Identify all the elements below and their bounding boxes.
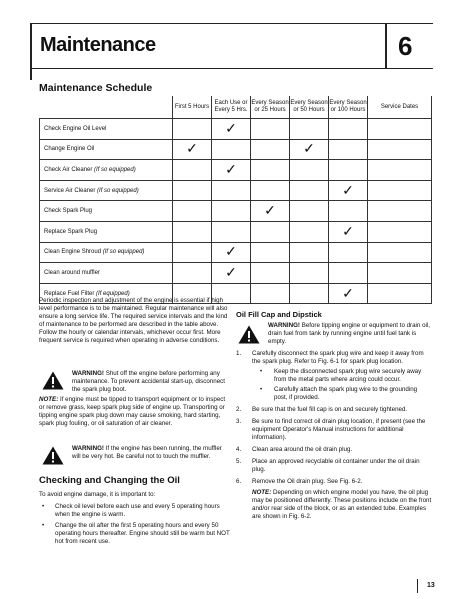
interval-cell — [251, 119, 290, 140]
bullet-dot: • — [260, 368, 263, 375]
interval-cell — [173, 180, 212, 201]
interval-cell — [290, 180, 329, 201]
warning-icon — [42, 371, 64, 390]
interval-cell — [329, 180, 368, 201]
interval-cell — [329, 160, 368, 181]
interval-cell — [290, 119, 329, 140]
interval-cell — [173, 201, 212, 222]
interval-cell — [329, 119, 368, 140]
interval-cell — [212, 263, 251, 284]
interval-cell — [173, 139, 212, 160]
task-cell — [40, 139, 173, 160]
checkmark-icon: ✓ — [225, 161, 237, 178]
interval-cell — [212, 180, 251, 201]
warning-icon — [42, 446, 64, 465]
interval-cell — [251, 160, 290, 181]
interval-cell — [290, 242, 329, 263]
table-row — [40, 263, 432, 284]
intro-paragraph: Periodic inspection and adjustment of the engine is essential if high level performance is to be maintained. Regular maintenance will also ensure a long service life. The required service intervals and the kind of maintenance to be performed are described in the table above. Follow the hourly or calendar intervals, whichever occur first. More frequent service is required when operating in adverse conditions. — [39, 297, 228, 344]
oil-intro: To avoid engine damage, it is important to: — [39, 491, 156, 498]
warning-label: WARNING! — [72, 370, 104, 377]
drain-steps — [236, 350, 432, 521]
note-text: If engine must be tipped to transport equipment or to inspect or remove grass, keep spark plug side of engine up. Transporting or tipping engine spark plug down may cause smoking, hard starting, spark plug fouling, or oil saturation of air cleaner. — [39, 396, 226, 427]
service-date-cell — [368, 221, 432, 242]
interval-cell — [290, 139, 329, 160]
table-header-blank — [40, 96, 173, 119]
interval-cell — [212, 119, 251, 140]
list-item: 1. Carefully disconnect the spark plug wire and keep it away from the spark plug. Refer to Fig. 6-1 for spark plug location. — [236, 350, 424, 365]
task-cell — [40, 242, 173, 263]
service-date-cell — [368, 201, 432, 222]
column-header: First 5 Hours — [173, 96, 212, 119]
note-tipping — [39, 396, 231, 428]
table-row — [40, 119, 432, 140]
interval-cell — [329, 201, 368, 222]
interval-cell — [329, 221, 368, 242]
list-item: 3. Be sure to find correct oil drain plug location, if present (see the equipment Operator's Manual instructions for additional information). — [236, 418, 426, 441]
list-item: • Carefully attach the spark plug wire to the grounding post, if provided. — [260, 386, 418, 401]
interval-cell — [173, 160, 212, 181]
service-date-cell — [368, 283, 432, 304]
interval-cell — [251, 283, 290, 304]
chapter-number: 6 — [398, 31, 413, 61]
schedule-title: Maintenance Schedule — [39, 82, 153, 94]
interval-cell — [329, 283, 368, 304]
interval-cell — [290, 221, 329, 242]
list-item: 4. Clean area around the oil drain plug. — [236, 446, 353, 453]
table-row — [40, 221, 432, 242]
task-label: Clean Engine Shroud — [44, 249, 102, 256]
list-item: • Change the oil after the first 5 operating hours and every 50 operating hours thereafter. Engine should still be warm but NOT hot from recent use. — [42, 522, 230, 545]
oil-section-heading: Checking and Changing the Oil — [39, 475, 180, 486]
bullet-dot: • — [42, 522, 45, 529]
checkmark-icon: ✓ — [303, 141, 315, 158]
service-date-cell — [368, 242, 432, 263]
interval-cell — [290, 201, 329, 222]
interval-cell — [329, 139, 368, 160]
task-label: Replace Spark Plug — [44, 228, 98, 235]
interval-cell — [251, 201, 290, 222]
interval-cell — [212, 139, 251, 160]
list-item: 2. Be sure that the fuel fill cap is on and securely tightened. — [236, 406, 408, 413]
oil-bullet-list — [39, 503, 231, 546]
task-note: (If so equipped) — [97, 187, 139, 194]
footer-divider — [417, 579, 418, 593]
dipstick-heading: Oil Fill Cap and Dipstick — [236, 310, 322, 319]
task-cell — [40, 119, 173, 140]
service-date-cell — [368, 139, 432, 160]
note-label: NOTE: — [39, 396, 59, 403]
service-date-cell — [368, 263, 432, 284]
interval-cell — [173, 119, 212, 140]
task-note: (If so equipped) — [102, 249, 145, 256]
table-row — [40, 201, 432, 222]
column-header: Every Season or 50 Hours — [290, 96, 329, 119]
task-label: Check Engine Oil Level — [44, 125, 107, 132]
service-date-cell — [368, 180, 432, 201]
checkmark-icon: ✓ — [264, 203, 276, 220]
bullet-dot: • — [260, 386, 263, 393]
interval-cell — [290, 263, 329, 284]
warning-muffler — [72, 445, 232, 461]
table-header-row — [40, 96, 432, 119]
interval-cell — [251, 242, 290, 263]
checkmark-icon: ✓ — [342, 285, 354, 302]
warning-text: If the engine has been running, the muffler will be very hot. Be careful not to touch the muffler. — [72, 445, 222, 460]
task-label: Clean around muffler — [44, 269, 100, 276]
interval-cell — [212, 242, 251, 263]
warning-shutoff — [72, 370, 232, 394]
warning-drain — [268, 322, 432, 346]
warning-label: WARNING! — [268, 322, 300, 329]
column-header: Every Season or 25 Hours — [251, 96, 290, 119]
list-item: • Check oil level before each use and every 5 operating hours when the engine is warm. — [42, 503, 220, 518]
interval-cell — [329, 242, 368, 263]
warning-label: WARNING! — [72, 445, 104, 452]
list-item: 5. Place an approved recyclable oil container under the oil drain plug. — [236, 458, 420, 473]
checkmark-icon: ✓ — [186, 141, 198, 158]
task-cell — [40, 180, 173, 201]
interval-cell — [212, 160, 251, 181]
warning-icon — [238, 325, 260, 344]
task-note: (If so equipped) — [94, 166, 136, 173]
interval-cell — [173, 263, 212, 284]
warning-text: Before tipping engine or equipment to drain oil, drain fuel from tank by running engine until fuel tank is empty. — [268, 322, 431, 345]
bullet-dot: • — [42, 503, 45, 510]
checkmark-icon: ✓ — [225, 120, 237, 137]
task-label: Service Air Cleaner — [44, 187, 96, 194]
service-date-cell — [368, 160, 432, 181]
oil-plug-note — [236, 489, 432, 521]
checkmark-icon: ✓ — [342, 182, 354, 199]
service-date-cell — [368, 119, 432, 140]
warning-text: Shut off the engine before performing any maintenance. To prevent accidental start-up, disconnect the spark plug boot. — [72, 370, 225, 393]
task-cell — [40, 160, 173, 181]
task-cell — [40, 263, 173, 284]
task-label: Check Spark Plug — [44, 208, 93, 215]
page-title: Maintenance — [40, 34, 156, 56]
interval-cell — [251, 139, 290, 160]
interval-cell — [251, 263, 290, 284]
note-text: Depending on which engine model you have, the oil plug may be positioned differently. These positions include on the front and/or rear side of the block, or as an extended tube. Examples are shown in Fig. 6-2. — [252, 489, 432, 520]
interval-cell — [329, 263, 368, 284]
interval-cell — [290, 160, 329, 181]
header-top-rule — [30, 23, 433, 24]
task-note: (If equipped) — [96, 290, 130, 297]
page-number: 13 — [427, 582, 435, 589]
interval-cell — [212, 201, 251, 222]
list-item: 6. Remove the Oil drain plug. See Fig. 6-2. — [236, 478, 363, 485]
note-label: NOTE: — [252, 489, 272, 496]
header-divider — [385, 24, 387, 68]
column-header: Service Dates — [368, 96, 432, 119]
table-row — [40, 242, 432, 263]
task-label: Check Air Cleaner — [44, 166, 93, 173]
table-row — [40, 160, 432, 181]
header-bottom-rule — [30, 68, 433, 69]
column-header: Each Use or Every 5 Hrs. — [212, 96, 251, 119]
maintenance-schedule-table — [39, 96, 432, 304]
task-cell — [40, 221, 173, 242]
list-item: • Keep the disconnected spark plug wire securely away from the metal parts where arcing could occur. — [260, 368, 422, 383]
interval-cell — [173, 221, 212, 242]
task-cell — [40, 201, 173, 222]
checkmark-icon: ✓ — [342, 223, 354, 240]
task-label: Change Engine Oil — [44, 146, 95, 153]
task-label: Replace Fuel Filter — [44, 290, 95, 297]
interval-cell — [251, 180, 290, 201]
interval-cell — [251, 221, 290, 242]
interval-cell — [290, 283, 329, 304]
checkmark-icon: ✓ — [225, 264, 237, 281]
interval-cell — [212, 221, 251, 242]
interval-cell — [173, 242, 212, 263]
header-left-bar — [30, 24, 32, 80]
column-header: Every Season or 100 Hours — [329, 96, 368, 119]
table-row — [40, 180, 432, 201]
table-row — [40, 139, 432, 160]
checkmark-icon: ✓ — [225, 244, 237, 261]
